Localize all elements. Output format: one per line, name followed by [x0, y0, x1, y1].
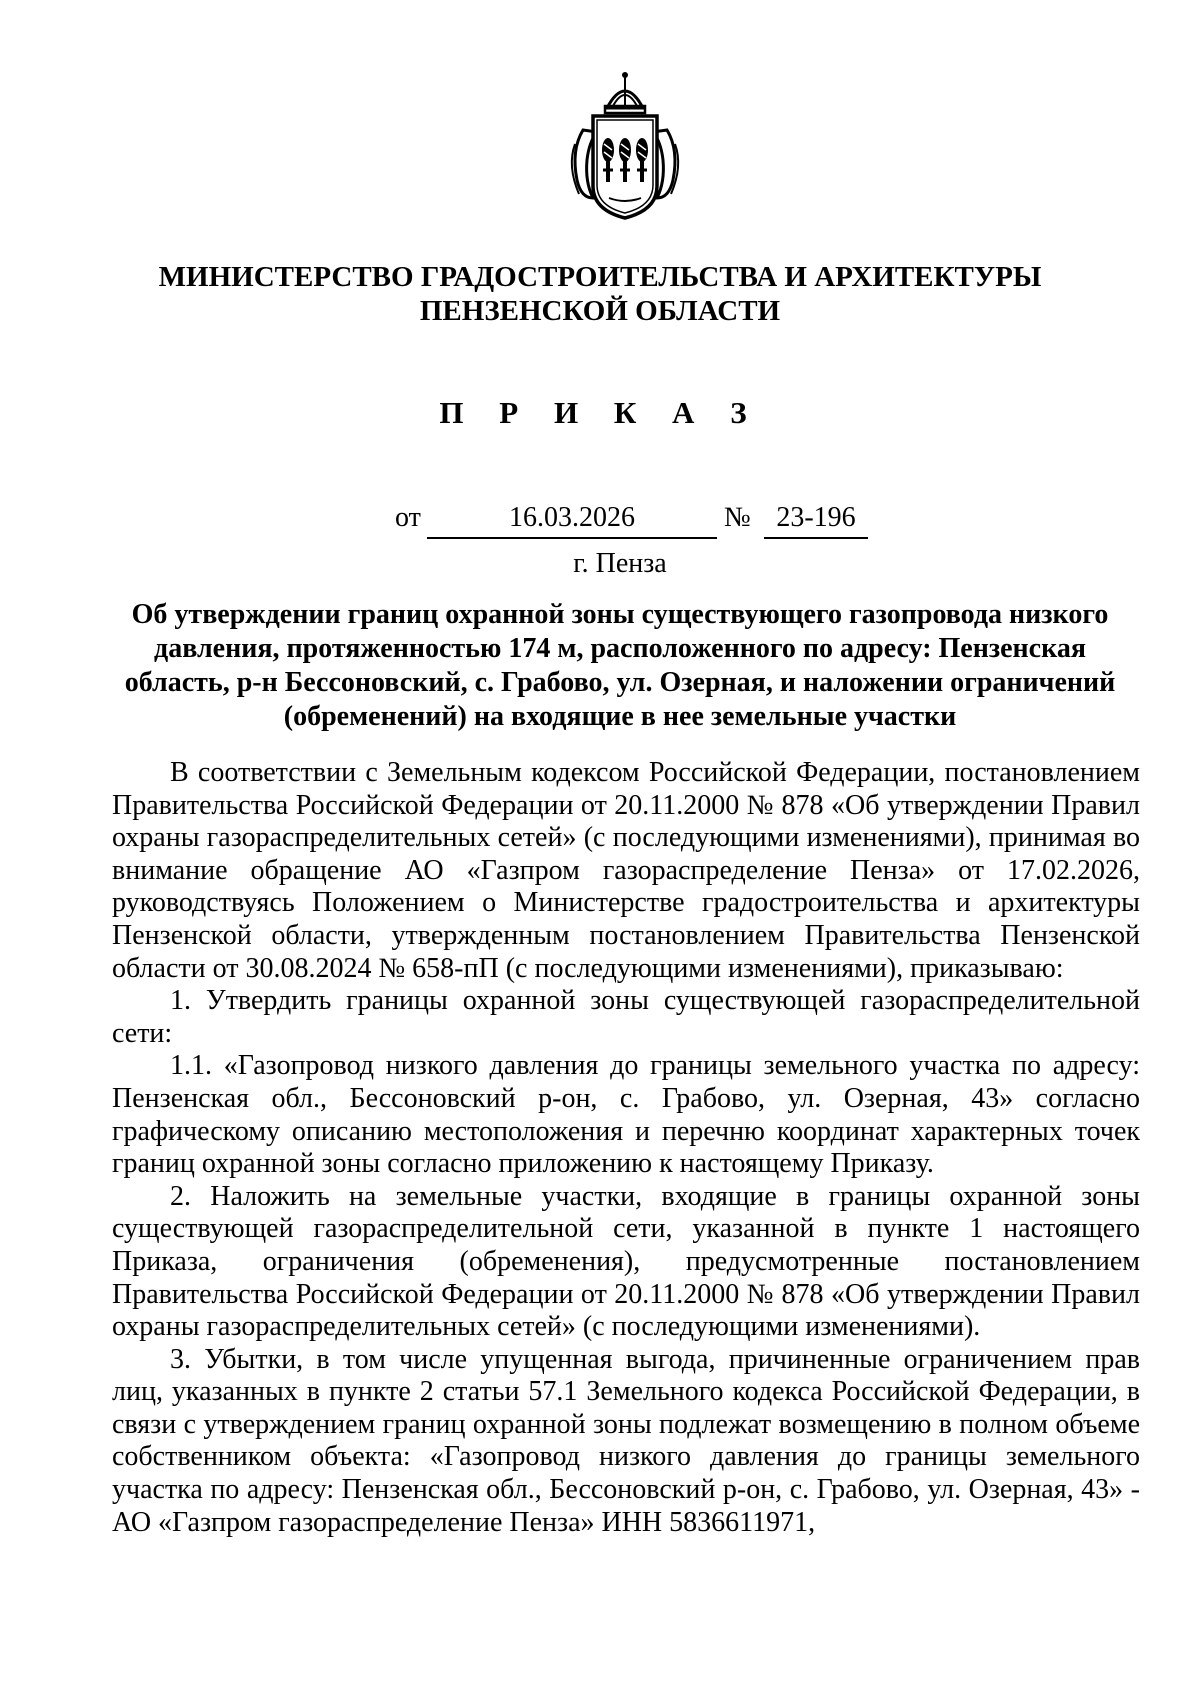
date-underline	[427, 537, 717, 539]
number-prefix: №	[724, 502, 751, 533]
document-body	[112, 757, 1140, 1539]
paragraph-item-1: 1. Утвердить границы охранной зоны существующей газораспределительной сети:	[112, 985, 1140, 1049]
coat-of-arms-emblem	[563, 70, 687, 224]
date-prefix: от	[395, 502, 421, 533]
document-type-title: П Р И К А З	[439, 395, 761, 430]
document-city: г. Пенза	[573, 548, 667, 579]
number-underline	[764, 537, 868, 539]
document-number: 23-196	[776, 502, 856, 533]
paragraph-preamble: В соответствии с Земельным кодексом Российской Федерации, постановлением Правительства Российской Федерации от 20.11.2000 № 878 «Об утверждении Правил охраны газораспределительных сетей» (с последующими изменениями), принимая во внимание обращение АО «Газпром газораспределение Пенза» от 17.02.2026, руководствуясь Положением о Министерстве градостроительства и архитектуры Пензенской области, утвержденным постановлением Правительства Пензенской области от 30.08.2024 № 658-пП (с последующими изменениями), приказываю:	[112, 757, 1140, 984]
ministry-name	[100, 260, 1100, 328]
paragraph-item-1-1: 1.1. «Газопровод низкого давления до границы земельного участка по адресу: Пензенская обл., Бессоновский р-он, с. Грабово, ул. Озерная, 43» согласно графическому описанию местоположения и перечню координат характерных точек границ охранной зоны согласно приложению к настоящему Приказу.	[112, 1050, 1140, 1180]
paragraph-item-3: 3. Убытки, в том числе упущенная выгода, причиненные ограничением прав лиц, указанных в пункте 2 статьи 57.1 Земельного кодекса Российской Федерации, в связи с утверждением границ охранной зоны подлежат возмещению в полном объеме собственником объекта: «Газопровод низкого давления до границы земельного участка по адресу: Пензенская обл., Бессоновский р-он, с. Грабово, ул. Озерная, 43» - АО «Газпром газораспределение Пенза» ИНН 5836611971,	[112, 1343, 1140, 1538]
ministry-name-line2: ПЕНЗЕНСКОЙ ОБЛАСТИ	[419, 295, 781, 327]
ministry-name-line1: МИНИСТЕРСТВО ГРАДОСТРОИТЕЛЬСТВА И АРХИТЕКТУРЫ	[158, 261, 1042, 293]
date-number-line	[0, 500, 1200, 540]
document-subject: Об утверждении границ охранной зоны существующего газопровода низкого давления, протяженностью 174 м, расположенного по адресу: Пензенская область, р-н Бессоновский, с. Грабово, ул. Озерная, и наложении ограничений (обременений) на входящие в нее земельные участки	[124, 599, 1116, 732]
paragraph-item-2: 2. Наложить на земельные участки, входящие в границы охранной зоны существующей газораспределительной сети, указанной в пункте 1 настоящего Приказа, ограничения (обременения), предусмотренные постановлением Правительства Российской Федерации от 20.11.2000 № 878 «Об утверждении Правил охраны газораспределительных сетей» (с последующими изменениями).	[112, 1180, 1140, 1343]
document-date: 16.03.2026	[509, 502, 635, 533]
